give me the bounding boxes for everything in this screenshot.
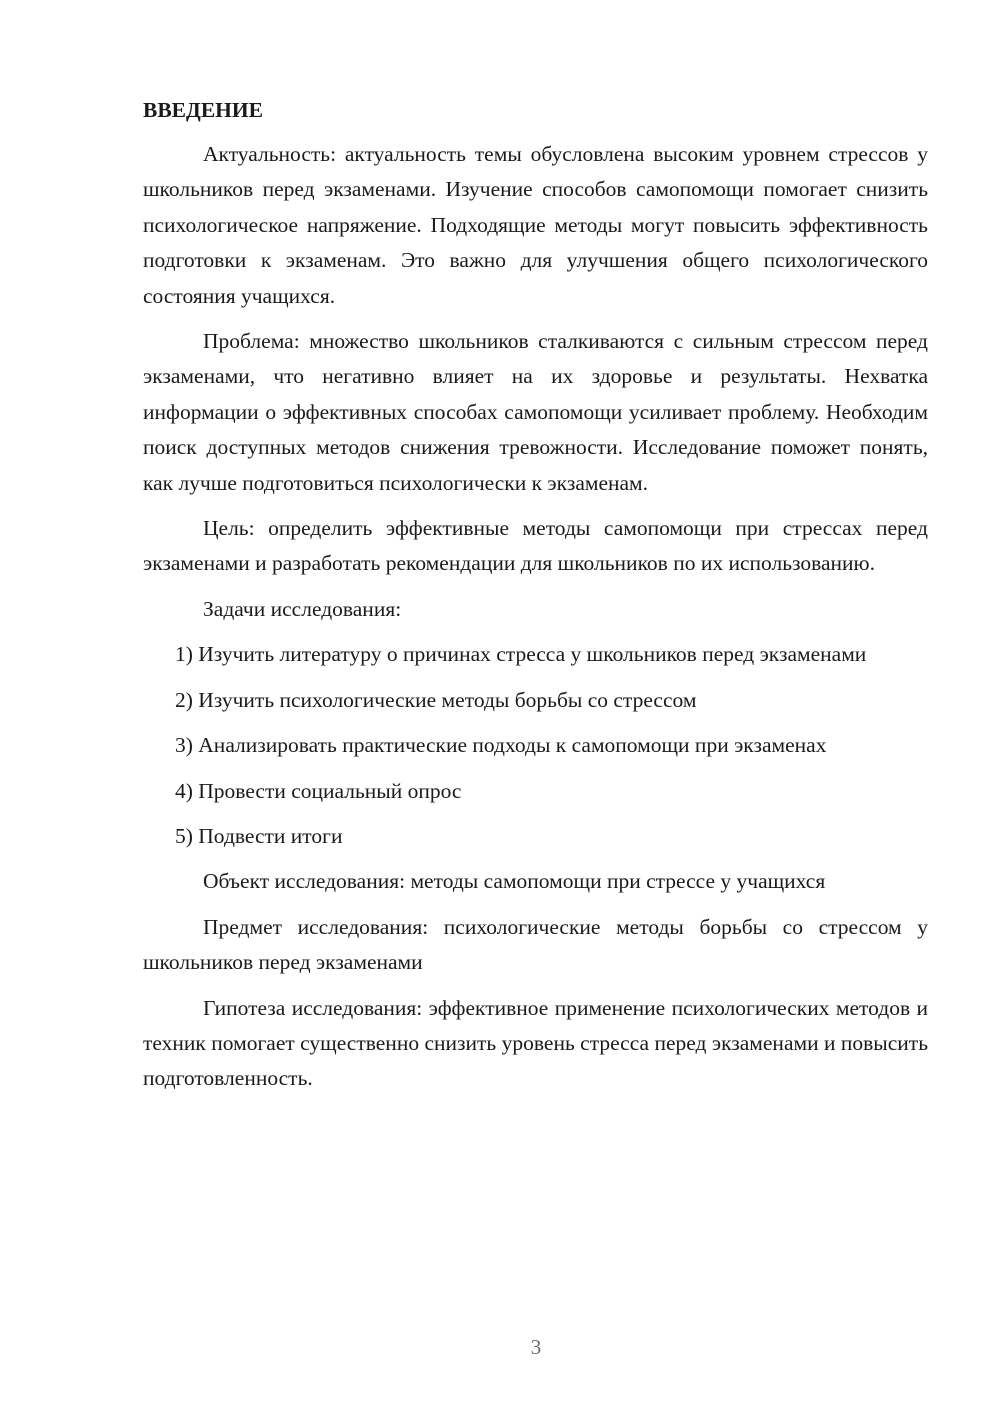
paragraph-object: Объект исследования: методы самопомощи при стрессе у учащихся — [203, 869, 826, 894]
page-body — [143, 93, 928, 1107]
paragraph-relevance: Актуальность: актуальность темы обусловлена высоким уровнем стрессов у школьников перед экзаменами. Изучение способов самопомощи помогает снизить психологическое напряжение. Подходящие методы могут повысить эффективность подготовки к экзаменам. Это важно для улучшения общего психологического состояния учащихся. — [143, 142, 928, 308]
paragraph-hypothesis: Гипотеза исследования: эффективное применение психологических методов и техник помогает существенно снизить уровень стресса перед экзаменами и повысить подготовленность. — [143, 995, 928, 1091]
task-item-2: 2) Изучить психологические методы борьбы со стрессом — [175, 687, 697, 712]
task-item-5: 5) Подвести итоги — [175, 823, 343, 848]
paragraph-goal: Цель: определить эффективные методы самопомощи при стрессах перед экзаменами и разработать рекомендации для школьников по их использованию. — [143, 516, 928, 576]
task-item-3: 3) Анализировать практические подходы к самопомощи при экзаменах — [175, 733, 827, 758]
section-title: ВВЕДЕНИЕ — [143, 98, 263, 122]
task-item-1: 1) Изучить литературу о причинах стресса у школьников перед экзаменами — [175, 642, 867, 667]
page-number: 3 — [530, 1335, 542, 1359]
paragraph-subject: Предмет исследования: психологические методы борьбы со стрессом у школьников перед экзаменами — [143, 914, 928, 975]
tasks-heading: Задачи исследования: — [203, 596, 402, 621]
paragraph-problem: Проблема: множество школьников сталкиваются с сильным стрессом перед экзаменами, что негативно влияет на их здоровье и результаты. Нехватка информации о эффективных способах самопомощи усиливает проблему. Необходим поиск доступных методов снижения тревожности. Исследование поможет понять, как лучше подготовиться психологически к экзаменам. — [143, 329, 928, 495]
task-item-4: 4) Провести социальный опрос — [175, 778, 462, 803]
